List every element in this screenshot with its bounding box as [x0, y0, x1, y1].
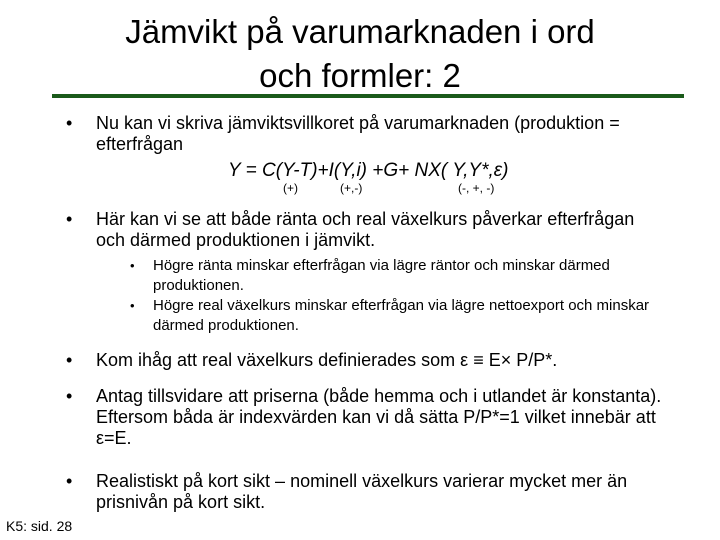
sign-consumption: (+)	[283, 181, 298, 195]
bullet-marker: •	[66, 386, 73, 406]
bullet-marker: •	[66, 113, 73, 133]
bullet-4-text: Antag tillsvidare att priserna (både hemma och i utlandet är konstanta). Eftersom båda är indexvärden kan vi då sätta P/P*=1 vilket innebär att ε=E.	[96, 386, 662, 448]
sign-investment: (+,-)	[340, 181, 363, 195]
sign-net-export: (-, +, -)	[458, 181, 495, 195]
bullet-3-text: Kom ihåg att real växelkurs definierades som ε ≡ E× P/P*.	[96, 350, 558, 370]
title-line-2: och formler: 2	[259, 57, 461, 94]
sub-bullet-1-text: Högre ränta minskar efterfrågan via lägre räntor och minskar därmed produktionen.	[153, 257, 610, 294]
bullet-marker: •	[66, 209, 73, 229]
bullet-2-text: Här kan vi se att både ränta och real växelkurs påverkar efterfrågan och därmed produktionen i jämvikt.	[96, 209, 635, 250]
bullet-1-text: Nu kan vi skriva jämviktsvillkoret på varumarknaden (produktion = efterfrågan	[96, 113, 620, 154]
equilibrium-formula: Y = C(Y-T)+I(Y,i) +G+ NX( Y,Y*,ε)	[228, 160, 509, 181]
bullet-marker: •	[66, 350, 73, 370]
sub-bullet-2-text: Högre real växelkurs minskar efterfrågan via lägre nettoexport och minskar därmed produktionen.	[153, 297, 650, 334]
slide-footer: K5: sid. 28	[6, 518, 73, 534]
title-line-1: Jämvikt på varumarknaden i ord	[125, 13, 595, 50]
title-divider	[52, 94, 684, 98]
bullet-marker: •	[66, 471, 73, 491]
sub-bullet-marker: •	[130, 298, 135, 313]
slide-title	[0, 10, 720, 98]
sub-bullet-marker: •	[130, 258, 135, 273]
bullet-5-text: Realistiskt på kort sikt – nominell växelkurs varierar mycket mer än prisnivån på kort sikt.	[96, 471, 628, 512]
